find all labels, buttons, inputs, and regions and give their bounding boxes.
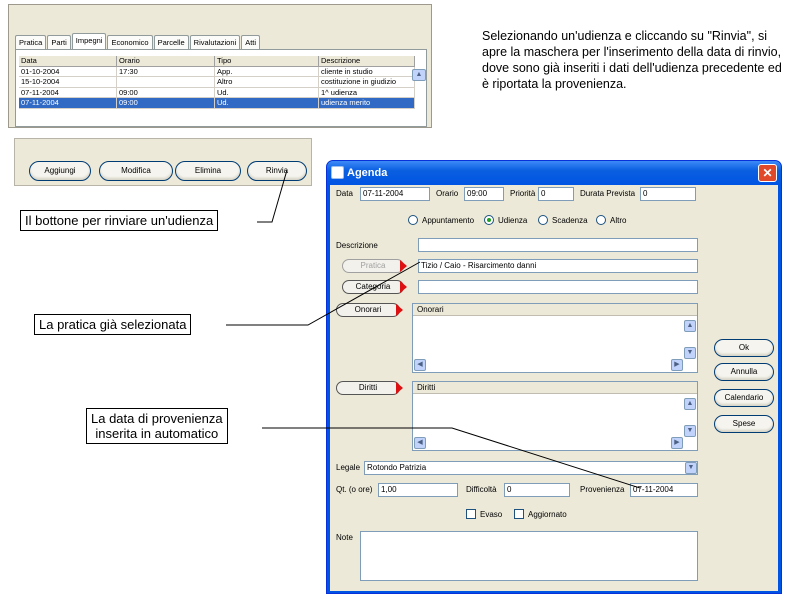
provenienza-field[interactable]: 07-11-2004 bbox=[630, 483, 698, 497]
impegni-panel bbox=[8, 4, 432, 128]
scroll-up-icon[interactable]: ▲ bbox=[684, 398, 696, 410]
table-row-selected[interactable] bbox=[19, 98, 427, 109]
cell-tipo: Ud. bbox=[215, 98, 319, 109]
cell-descrizione: costituzione in giudizio bbox=[319, 77, 415, 88]
cell-descrizione: cliente in studio bbox=[319, 67, 415, 78]
onorari-header: Onorari bbox=[413, 304, 697, 316]
scroll-left-icon[interactable]: ◀ bbox=[414, 437, 426, 449]
callout-rinvia: Il bottone per rinviare un'udienza bbox=[20, 210, 218, 231]
explanation-caption: Selezionando un'udienza e cliccando su "Rinvia", si apre la maschera per l'inserimento della data di rinvio, dove sono già inseriti i dati dell'udienza precedente ed è riportata la provenienza. bbox=[482, 29, 782, 91]
column-header-descrizione[interactable]: Descrizione bbox=[319, 56, 415, 67]
evaso-label: Evaso bbox=[480, 510, 503, 519]
ok-button[interactable]: Ok bbox=[714, 339, 774, 357]
cell-descrizione: udienza merito bbox=[319, 98, 415, 109]
radio-appuntamento[interactable] bbox=[408, 215, 418, 225]
callout-provenienza-line1: La data di provenienza bbox=[91, 411, 223, 426]
pratica-field[interactable]: Tizio / Caio - Risarcimento danni bbox=[418, 259, 698, 273]
note-label: Note bbox=[336, 533, 353, 542]
callout-provenienza-line2: inserita in automatico bbox=[95, 426, 219, 441]
cell-descrizione: 1^ udienza bbox=[319, 88, 415, 99]
grid-header bbox=[19, 56, 427, 67]
tab-parti[interactable]: Parti bbox=[47, 35, 70, 49]
durata-field[interactable]: 0 bbox=[640, 187, 696, 201]
table-row[interactable] bbox=[19, 67, 427, 78]
radio-altro[interactable] bbox=[596, 215, 606, 225]
categoria-arrow-icon bbox=[400, 281, 407, 293]
spese-button[interactable]: Spese bbox=[714, 415, 774, 433]
scroll-up-icon[interactable]: ▲ bbox=[684, 320, 696, 332]
impegni-tab-body bbox=[15, 49, 427, 127]
priorita-field[interactable]: 0 bbox=[538, 187, 574, 201]
scroll-up-icon[interactable]: ▲ bbox=[412, 69, 426, 81]
agenda-icon bbox=[331, 166, 344, 179]
chevron-down-icon[interactable]: ▼ bbox=[685, 462, 697, 474]
aggiornato-checkbox[interactable] bbox=[514, 509, 524, 519]
radio-altro-label: Altro bbox=[610, 216, 627, 225]
scroll-left-icon[interactable]: ◀ bbox=[414, 359, 426, 371]
modifica-button[interactable]: Modifica bbox=[99, 161, 173, 181]
cell-orario: 09:00 bbox=[117, 98, 215, 109]
dialog-title: Agenda bbox=[347, 167, 388, 179]
evaso-checkbox[interactable] bbox=[466, 509, 476, 519]
difficolta-field[interactable]: 0 bbox=[504, 483, 570, 497]
diritti-header: Diritti bbox=[413, 382, 697, 394]
cell-data: 15-10-2004 bbox=[19, 77, 117, 88]
scroll-down-icon[interactable]: ▼ bbox=[684, 425, 696, 437]
cell-data: 07-11-2004 bbox=[19, 88, 117, 99]
table-row[interactable] bbox=[19, 88, 427, 99]
durata-label: Durata Prevista bbox=[580, 189, 636, 198]
callout-pratica: La pratica già selezionata bbox=[34, 314, 191, 335]
data-field[interactable]: 07-11-2004 bbox=[360, 187, 430, 201]
column-header-tipo[interactable]: Tipo bbox=[215, 56, 319, 67]
tab-pratica[interactable]: Pratica bbox=[15, 35, 46, 49]
categoria-field[interactable] bbox=[418, 280, 698, 294]
qt-label: Qt. (o ore) bbox=[336, 485, 373, 494]
radio-appuntamento-label: Appuntamento bbox=[422, 216, 475, 225]
button-strip bbox=[14, 138, 312, 186]
tab-economico[interactable]: Economico bbox=[107, 35, 152, 49]
provenienza-label: Provenienza bbox=[580, 485, 625, 494]
onorari-button[interactable]: Onorari bbox=[336, 303, 400, 317]
tab-atti[interactable]: Atti bbox=[241, 35, 260, 49]
scroll-right-icon[interactable]: ▶ bbox=[671, 437, 683, 449]
impegni-grid bbox=[19, 56, 427, 109]
radio-scadenza-label: Scadenza bbox=[552, 216, 588, 225]
tab-rivalutazioni[interactable]: Rivalutazioni bbox=[190, 35, 241, 49]
callout-provenienza bbox=[86, 408, 228, 444]
scroll-right-icon[interactable]: ▶ bbox=[671, 359, 683, 371]
column-header-data[interactable]: Data bbox=[19, 56, 117, 67]
aggiungi-button[interactable]: Aggiungi bbox=[29, 161, 91, 181]
cell-orario bbox=[117, 77, 215, 88]
onorari-list[interactable] bbox=[412, 303, 698, 373]
diritti-button[interactable]: Diritti bbox=[336, 381, 400, 395]
cell-data: 01-10-2004 bbox=[19, 67, 117, 78]
aggiornato-label: Aggiornato bbox=[528, 510, 567, 519]
agenda-dialog bbox=[326, 160, 782, 594]
descrizione-label: Descrizione bbox=[336, 241, 378, 250]
radio-scadenza[interactable] bbox=[538, 215, 548, 225]
tab-parcelle[interactable]: Parcelle bbox=[154, 35, 189, 49]
close-icon[interactable]: ✕ bbox=[758, 164, 777, 182]
dialog-body bbox=[330, 185, 778, 591]
cell-tipo: App. bbox=[215, 67, 319, 78]
legale-select[interactable]: Rotondo Patrizia bbox=[364, 461, 698, 475]
scroll-down-icon[interactable]: ▼ bbox=[684, 347, 696, 359]
priorita-label: Priorità bbox=[510, 189, 536, 198]
data-label: Data bbox=[336, 189, 353, 198]
annulla-button[interactable]: Annulla bbox=[714, 363, 774, 381]
qt-field[interactable]: 1,00 bbox=[378, 483, 458, 497]
elimina-button[interactable]: Elimina bbox=[175, 161, 241, 181]
cell-orario: 17:30 bbox=[117, 67, 215, 78]
pratica-arrow-icon bbox=[400, 260, 407, 272]
rinvia-button[interactable]: Rinvia bbox=[247, 161, 307, 181]
dialog-titlebar[interactable] bbox=[327, 161, 781, 185]
legale-label: Legale bbox=[336, 463, 361, 472]
diritti-arrow-icon bbox=[396, 382, 403, 394]
radio-udienza[interactable] bbox=[484, 215, 494, 225]
orario-field[interactable]: 09:00 bbox=[464, 187, 504, 201]
orario-label: Orario bbox=[436, 189, 459, 198]
table-row[interactable] bbox=[19, 77, 427, 88]
tab-impegni[interactable]: Impegni bbox=[72, 33, 107, 49]
categoria-button[interactable]: Categoria bbox=[342, 280, 404, 294]
diritti-list[interactable] bbox=[412, 381, 698, 451]
cell-tipo: Altro bbox=[215, 77, 319, 88]
cell-tipo: Ud. bbox=[215, 88, 319, 99]
tab-bar bbox=[15, 33, 261, 49]
onorari-arrow-icon bbox=[396, 304, 403, 316]
descrizione-field[interactable] bbox=[418, 238, 698, 252]
difficolta-label: Difficoltà bbox=[466, 485, 497, 494]
calendario-button[interactable]: Calendario bbox=[714, 389, 774, 407]
pratica-button[interactable]: Pratica bbox=[342, 259, 404, 273]
radio-udienza-label: Udienza bbox=[498, 216, 528, 225]
cell-orario: 09:00 bbox=[117, 88, 215, 99]
column-header-orario[interactable]: Orario bbox=[117, 56, 215, 67]
note-textarea[interactable] bbox=[360, 531, 698, 581]
cell-data: 07-11-2004 bbox=[19, 98, 117, 109]
